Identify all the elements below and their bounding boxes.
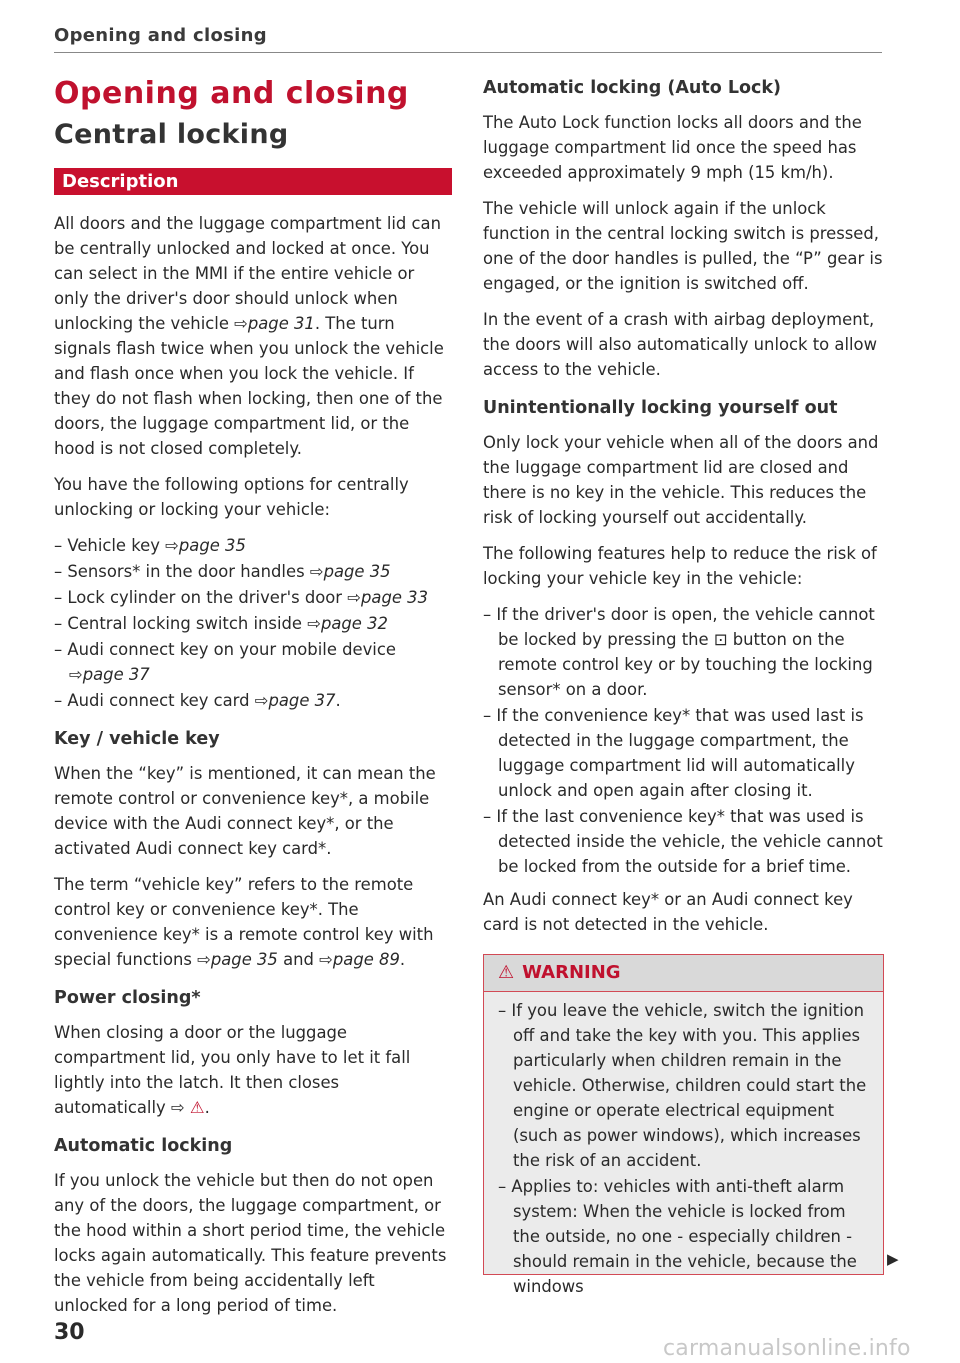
arrow-right-icon: ⇨ [347,588,361,607]
list-item: – Vehicle key ⇨page 35 [54,536,246,555]
page-reference-link[interactable]: page 31 [247,314,315,333]
page-reference-link[interactable]: page 35 [178,536,246,555]
locked-out-paragraph-1: Only lock your vehicle when all of the doors and the luggage compartment lid are closed and there is no key in the vehicle. This reduces the risk of locking yourself out accidentally. [483,433,879,527]
arrow-right-icon: ⇨ [197,950,211,969]
watermark: carmanualsonline.info [663,1336,911,1361]
key-paragraph-1: When the “key” is mentioned, it can mean the remote control or convenience key*, a mobile device with the Audi connect key*, or the activated Audi connect key card*. [54,764,436,858]
page-number: 30 [54,1320,85,1345]
description-heading-bar: Description [54,168,452,195]
right-column [483,70,883,948]
locking-options-list [54,533,452,713]
automatic-locking-heading: Automatic locking [54,1136,233,1156]
auto-lock-heading: Automatic locking (Auto Lock) [483,78,782,98]
auto-lock-paragraph-2: The vehicle will unlock again if the unlock function in the central locking switch is pressed, one of the door handles is pulled, the “P” gear is engaged, or the ignition is switched off. [483,199,883,293]
warning-box [483,954,884,1296]
continue-arrow-icon: ▶ [887,1250,899,1268]
arrow-right-icon: ⇨ [254,691,269,710]
left-column [54,70,452,1329]
warning-triangle-icon: ⚠ [498,962,515,983]
list-item: – Central locking switch inside ⇨page 32 [54,614,388,633]
power-closing-heading: Power closing* [54,988,201,1008]
list-item: – Audi connect key card ⇨page 37. [54,691,341,710]
features-list [483,602,883,879]
warning-title: WARNING [522,962,621,983]
page-reference-link[interactable]: page 33 [361,588,429,607]
arrow-right-icon: ⇨ [309,562,324,581]
auto-lock-paragraph-1: The Auto Lock function locks all doors and the luggage compartment lid once the speed has exceeded approximately 9 mph (15 km/h). [483,113,862,182]
arrow-right-icon: ⇨ [69,665,83,684]
arrow-right-icon: ⇨ [319,950,333,969]
locked-out-heading: Unintentionally locking yourself out [483,398,838,418]
arrow-right-icon: ⇨ [170,1098,185,1117]
page-reference-link[interactable]: page 37 [268,691,336,710]
list-item: – If you leave the vehicle, switch the ignition off and take the key with you. This applies particularly when children remain in the vehicle. Otherwise, children could start the engine or operate electrical equipment (such as power windows), which increases the risk of an accident. [498,1001,867,1170]
arrow-right-icon: ⇨ [165,536,179,555]
section-title: Central locking [54,119,289,150]
chapter-title: Opening and closing [54,76,409,111]
list-item: – If the driver's door is open, the vehicle cannot be locked by pressing the ⊡ button on the remote control key or by touching the locking sensor* on a door. [483,605,875,699]
page-reference-link[interactable]: page 89 [332,950,400,969]
description-paragraph: All doors and the luggage compartment lid can be centrally unlocked and locked at once. You can select in the MMI if the entire vehicle or only the driver's door should unlock when unlocking the vehicle ⇨page 31. The turn signals flash twice when you unlock the vehicle and flash once when you lock the vehicle. If they do not flash when locking, then one of the doors, the luggage compartment lid, or the hood is not closed completely. [54,214,444,458]
page-reference-link[interactable]: page 32 [320,614,388,633]
running-head: Opening and closing [54,25,267,46]
warning-list [498,998,873,1299]
arrow-right-icon: ⇨ [234,314,248,333]
power-closing-paragraph: When closing a door or the luggage compartment lid, you only have to let it fall lightly into the latch. It then closes automatically ⇨ ⚠. [54,1023,411,1117]
list-item: – Lock cylinder on the driver's door ⇨page 33 [54,588,429,607]
locked-out-paragraph-3: An Audi connect key* or an Audi connect key card is not detected in the vehicle. [483,890,853,934]
key-paragraph-2: The term “vehicle key” refers to the remote control key or convenience key*. The convenience key* is a remote control key with special functions ⇨page 35 and ⇨page 89. [54,875,434,969]
auto-lock-paragraph-3: In the event of a crash with airbag deployment, the doors will also automatically unlock to allow access to the vehicle. [483,310,877,379]
warning-triangle-icon[interactable]: ⚠ [189,1098,205,1117]
list-item: – If the convenience key* that was used last is detected in the luggage compartment, the luggage compartment lid will automatically unlock and open again after closing it. [483,706,864,800]
page-reference-link[interactable]: page 35 [323,562,391,581]
warning-header [484,955,883,992]
page-reference-link[interactable]: page 37 [82,665,150,684]
list-item: – Applies to: vehicles with anti-theft alarm system: When the vehicle is locked from the outside, no one - especially children - should remain in the vehicle, because the windows [498,1177,857,1296]
locked-out-paragraph-2: The following features help to reduce the risk of locking your vehicle key in the vehicle: [483,544,877,588]
key-heading: Key / vehicle key [54,729,220,749]
list-item: – Audi connect key on your mobile device ⇨page 37 [54,640,396,684]
list-item: – Sensors* in the door handles ⇨page 35 [54,562,391,581]
header-rule [54,52,882,53]
options-intro: You have the following options for centrally unlocking or locking your vehicle: [54,475,409,519]
page-reference-link[interactable]: page 35 [210,950,278,969]
arrow-right-icon: ⇨ [307,614,321,633]
list-item: – If the last convenience key* that was used is detected inside the vehicle, the vehicle cannot be locked from the outside for a brief time. [483,807,883,876]
automatic-locking-paragraph: If you unlock the vehicle but then do not open any of the doors, the luggage compartment, or the hood within a short period time, the vehicle locks again automatically. This feature prevents the vehicle from being accidentally left unlocked for a long period of time. [54,1171,447,1315]
